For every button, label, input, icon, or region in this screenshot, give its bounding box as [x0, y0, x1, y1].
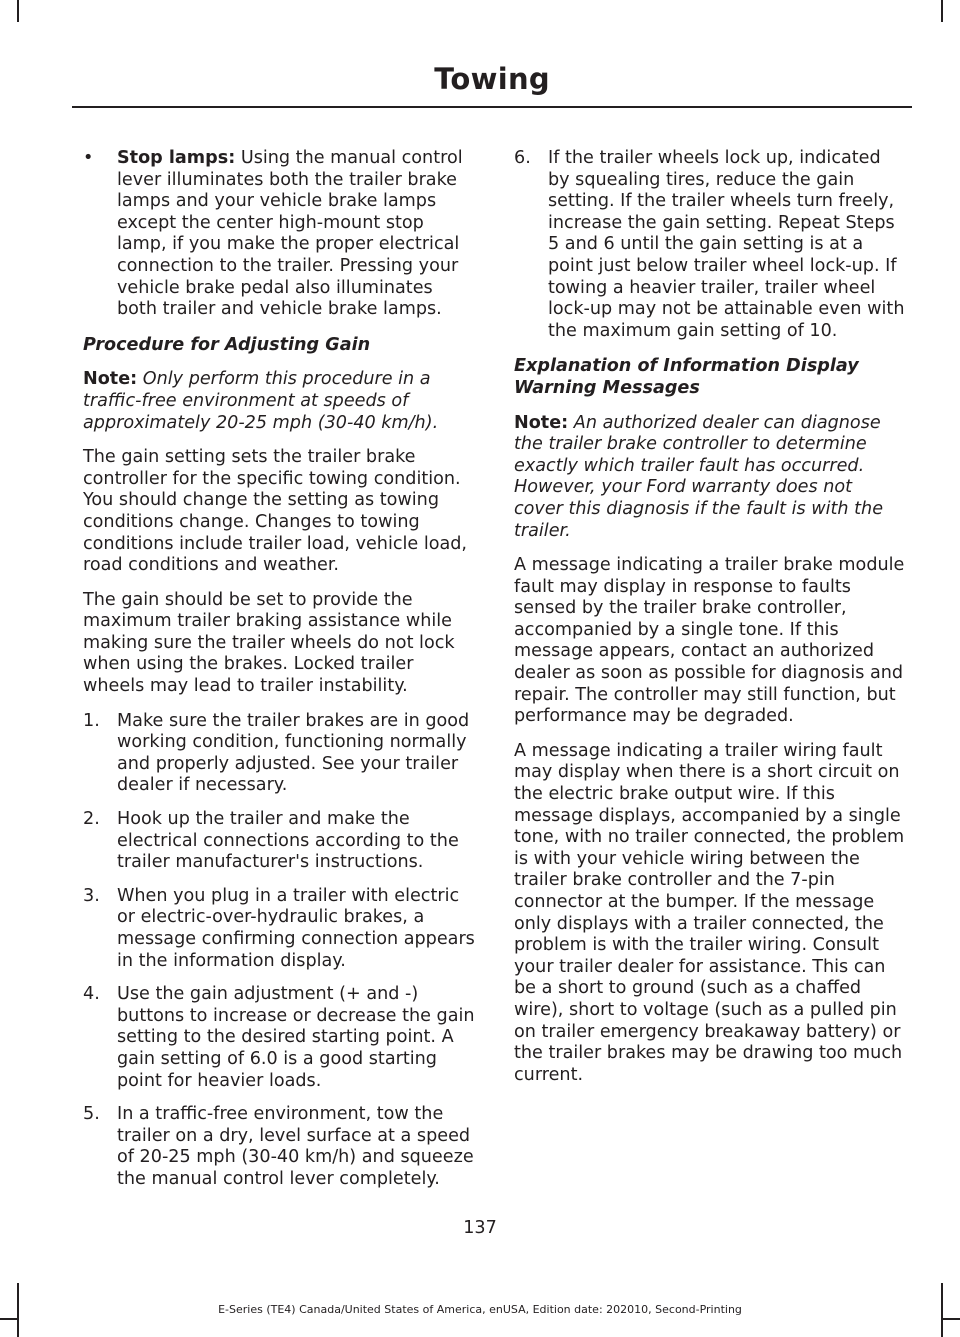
- bullet-label: Stop lamps:: [117, 148, 236, 168]
- list-item: [83, 984, 475, 1092]
- note-text: An authorized dealer can diagnose the trailer brake controller to determine exactly which trailer fault has occurred. However, your Ford warranty does not cover this diagnosis if the fault is with the trailer.: [514, 412, 884, 541]
- crop-mark-top-right: [941, 0, 943, 22]
- step-number: 2.: [83, 809, 100, 830]
- note-adjusting-gain: [83, 369, 475, 434]
- step-number: 3.: [83, 885, 100, 906]
- page-title: Towing: [434, 62, 550, 96]
- step-text: Hook up the trailer and make the electrical connections according to the trailer manufacturer's instructions.: [117, 809, 459, 873]
- page-number: 137: [463, 1218, 497, 1238]
- title-divider: [72, 106, 912, 108]
- bullet-text: Using the manual control lever illuminates both the trailer brake lamps and your vehicle brake lamps except the center high-mount stop lamp, if you make the proper electrical connection to the trailer. Pressing your vehicle brake pedal also illuminates both trailer and vehicle brake lamps.: [117, 148, 463, 320]
- stop-lamps-bullet: [83, 148, 475, 321]
- note-label: Note:: [83, 369, 138, 390]
- note-text: Only perform this procedure in a traffic-free environment at speeds of approximately 20-25 mph (30-40 km/h).: [83, 369, 439, 433]
- step-number: 1.: [83, 710, 100, 731]
- step-text: In a traffic-free environment, tow the trailer on a dry, level surface at a speed of 20-25 mph (30-40 km/h) and squeeze the manual control lever completely.: [117, 1104, 474, 1189]
- step-text: If the trailer wheels lock up, indicated by squealing tires, reduce the gain setting. If the trailer wheels turn freely, increase the gain setting. Repeat Steps 5 and 6 until the gain setting is at a point just below trailer wheel lock-up. If towing a heavier trailer, trailer wheel lock-up may not be attainable even with the maximum gain setting of 10.: [548, 148, 905, 341]
- section-heading-adjusting-gain: Procedure for Adjusting Gain: [83, 334, 371, 355]
- left-column: [83, 148, 475, 1203]
- edition-footer: E-Series (TE4) Canada/United States of America, enUSA, Edition date: 202010, Second-Printing: [218, 1303, 742, 1316]
- paragraph: A message indicating a trailer brake module fault may display in response to faults sensed by the trailer brake controller, accompanied by a single tone. If this message appears, contact an authorized dealer as soon as possible for diagnosis and repair. The controller may still function, but performance may be degraded.: [514, 555, 905, 727]
- list-item: [83, 1104, 475, 1190]
- procedure-steps-continued: [514, 148, 906, 342]
- bullet-icon: •: [83, 148, 94, 168]
- crop-mark-top-left: [17, 0, 19, 22]
- procedure-steps: [83, 711, 475, 1191]
- step-text: Use the gain adjustment (+ and -) buttons to increase or decrease the gain setting to the desired starting point. A gain setting of 6.0 is a good starting point for heavier loads.: [117, 984, 475, 1091]
- step-text: Make sure the trailer brakes are in good working condition, functioning normally and properly adjusted. See your trailer dealer if necessary.: [117, 710, 470, 796]
- list-item: [83, 809, 475, 874]
- step-number: 4.: [83, 984, 100, 1005]
- list-item: [514, 148, 906, 342]
- list-item: [83, 886, 475, 972]
- section-heading-warning-messages: Explanation of Information Display Warning Messages: [514, 356, 859, 398]
- paragraph: The gain setting sets the trailer brake controller for the specific towing condition. You should change the setting as towing conditions change. Changes to towing conditions include trailer load, vehicle load, road conditions and weather.: [83, 447, 468, 576]
- crop-mark-bottom-right-h: [941, 1318, 960, 1320]
- crop-mark-bottom-left-h: [0, 1318, 19, 1320]
- step-number: 5.: [83, 1104, 100, 1125]
- paragraph: The gain should be set to provide the maximum trailer braking assistance while making sure the trailer wheels do not lock when using the brakes. Locked trailer wheels may lead to trailer instability.: [83, 589, 455, 697]
- note-dealer-diagnosis: [514, 413, 906, 543]
- list-item: [83, 711, 475, 797]
- step-number: 6.: [514, 148, 531, 168]
- paragraph: A message indicating a trailer wiring fault may display when there is a short circuit on the electric brake output wire. If this message displays, accompanied by a single tone, with no trailer connected, the problem is with your vehicle wiring between the trailer brake controller and the 7-pin connector at the bumper. If the message only displays with a trailer connected, the problem is with the trailer wiring. Consult your trailer dealer for assistance. This can be a short to ground (such as a chaffed wire), short to voltage (such as a pulled pin on trailer emergency breakaway battery) or the trailer brakes may be drawing too much current.: [514, 740, 905, 1085]
- right-column: [514, 148, 906, 1099]
- step-text: When you plug in a trailer with electric or electric-over-hydraulic brakes, a message confirming connection appears in the information display.: [117, 885, 475, 971]
- note-label: Note:: [514, 412, 569, 433]
